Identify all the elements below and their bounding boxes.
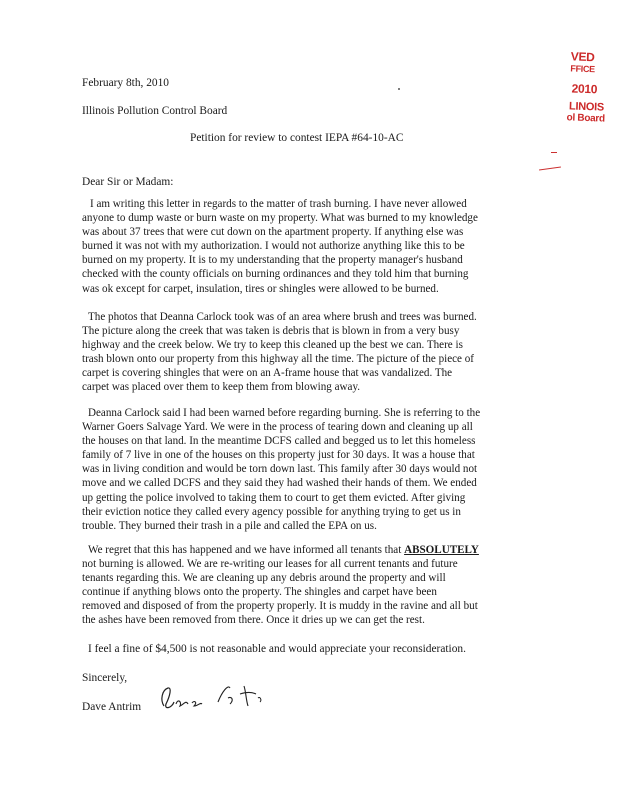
paragraph-1	[82, 197, 532, 296]
paragraph-line: the ashes have been removed from there. Once it dries up we can get the rest.	[82, 614, 425, 627]
paragraph-2	[82, 310, 532, 395]
received-stamp	[556, 50, 619, 126]
letter-recipient: Illinois Pollution Control Board	[82, 105, 228, 117]
stamp-line-4: LINOIS	[568, 100, 605, 114]
paragraph-text: We regret that this has happened and we have informed all tenants that	[88, 544, 405, 556]
paragraph-line: I am writing this letter in regards to the matter of trash burning. I have never allowed	[90, 198, 467, 210]
letter-date: February 8th, 2010	[82, 77, 169, 89]
paragraph-line: trash blown onto our property from this highway all the time. The picture of the piece of	[82, 353, 474, 366]
paragraph-line: trouble. They burned their trash in a pile and called the EPA on us.	[82, 519, 377, 532]
paragraph-line: burned on my property. It is to my understanding that the property manager's husband	[82, 254, 463, 267]
paragraph-line: was about 37 trees that were cut down on the apartment property. If anything else was	[82, 226, 464, 239]
paragraph-line: highway and the creek below. We try to keep this cleaned up the best we can. There is	[82, 339, 463, 352]
paragraph-line: Deanna Carlock said I had been warned before regarding burning. She is referring to the	[88, 407, 481, 419]
paragraph-line: continue if anything blows onto the property. The shingles and carpet have been	[82, 586, 437, 599]
paragraph-4	[82, 543, 532, 628]
paragraph-line: Warner Goers Salvage Yard. We were in the process of tearing down and cleaning up all	[82, 421, 473, 434]
stamp-mark	[551, 152, 557, 153]
paragraph-line: was ok except for carpet, insulation, tires or shingles were allowed to be burned.	[82, 282, 439, 295]
letter-subject: Petition for review to contest IEPA #64-10-AC	[190, 132, 404, 144]
handwritten-signature	[150, 678, 280, 718]
stamp-line-5: ol Board	[566, 112, 605, 125]
stamp-line-1: VED	[570, 49, 595, 65]
paragraph-line: removed and disposed of from the property properly. It is muddy in the ravine and all but	[82, 600, 478, 613]
paragraph-line: burned it was not with my authorization. I would not authorize anything like this to be	[82, 240, 465, 253]
signer-name: Dave Antrim	[82, 701, 142, 713]
paragraph-line: carpet was placed over them to keep them from blowing away.	[82, 381, 361, 394]
paragraph-line: not burning is allowed. We are re-writing our leases for all current tenants and future	[82, 558, 458, 571]
paragraph-line: The picture along the creek that was taken is debris that is blown in from a very busy	[82, 325, 460, 338]
stamp-line-2: FFICE	[570, 63, 596, 75]
letter-salutation: Dear Sir or Madam:	[82, 176, 174, 188]
emphasis-absolutely: ABSOLUTELY	[404, 544, 479, 556]
paragraph-line: family of 7 live in one of the houses on this property just for 30 days. It was a house that	[82, 449, 475, 462]
paragraph-line: The photos that Deanna Carlock took was of an area where brush and trees was burned.	[88, 311, 477, 323]
paragraph-line: carpet is covering shingles that were on an A-frame house that was vandalized. The	[82, 367, 453, 380]
paragraph-line: tenants regarding this. We are cleaning up any debris around the property and will	[82, 572, 446, 585]
paragraph-line	[82, 543, 532, 557]
paragraph-line: up getting the police involved to taking them to court to get them evicted. After giving	[82, 491, 466, 504]
paragraph-5: I feel a fine of $4,500 is not reasonable and would appreciate your reconsideration.	[88, 643, 466, 655]
letter-closing: Sincerely,	[82, 672, 128, 684]
paragraph-3	[82, 406, 532, 533]
paragraph-line: checked with the county officials on burning ordinances and they told him that burning	[82, 268, 469, 281]
paragraph-line: move and we called DCFS and they said they had washed their hands of them. We ended	[82, 477, 477, 490]
stamp-line-3: 2010	[571, 81, 598, 97]
paragraph-line: their eviction notice they called every agency possible for anything trying to get us in	[82, 505, 461, 518]
stamp-mark	[539, 166, 561, 170]
paragraph-line: anyone to dump waste or burn waste on my property. What was burned to my knowledge	[82, 212, 478, 225]
scan-speck	[398, 88, 400, 90]
paragraph-line: the houses on that land. In the meantime DCFS called and begged us to let this homeless	[82, 435, 476, 448]
paragraph-line: was in living condition and would be torn down last. This family after 30 days would not	[82, 463, 478, 476]
